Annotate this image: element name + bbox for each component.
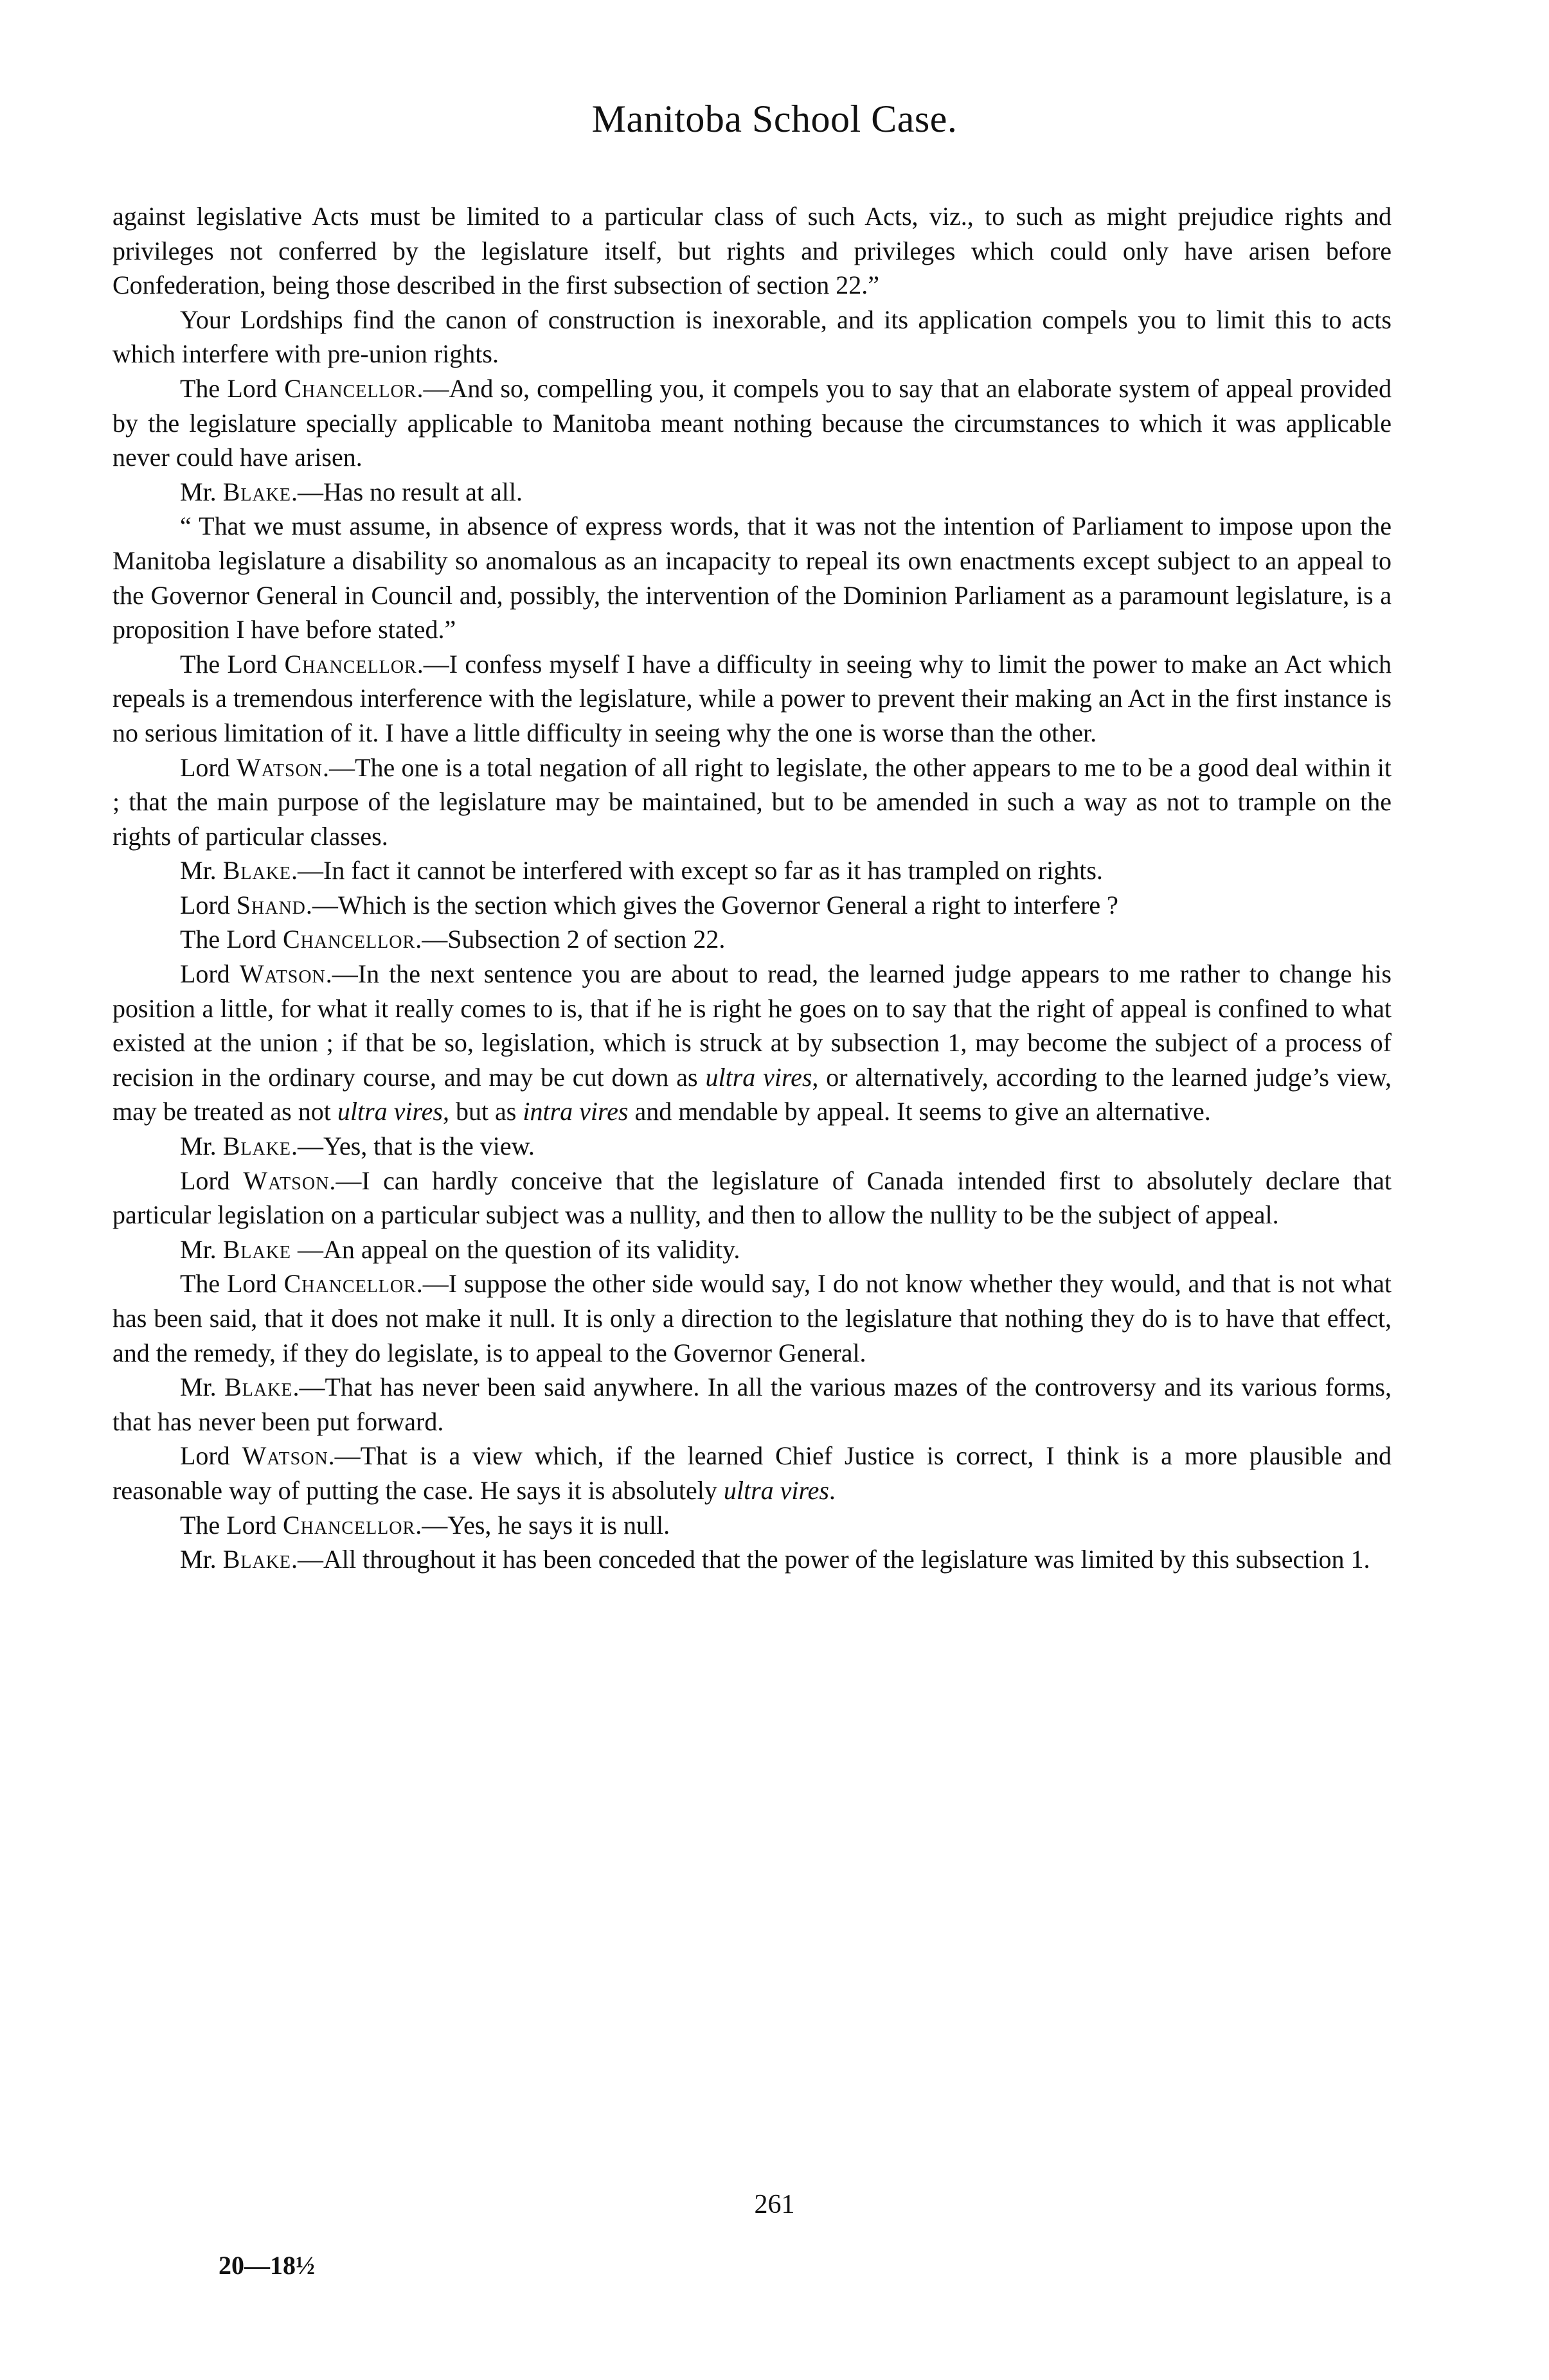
italic-phrase: ultra vires: [723, 1475, 829, 1505]
paragraph: [112, 1129, 1392, 1164]
text-run: The Lord: [180, 1510, 283, 1540]
body-text: [112, 199, 1392, 1577]
text-run: against legislative Acts must be limited to a particular class of such Acts, viz., to such as might prejudice rights and privileges not conferred by the legislature itself, but rights and privileges which could only have arisen before Confederation, being those described in the first subsection of section 22.”: [112, 202, 1392, 300]
text-run: Mr.: [180, 1372, 225, 1402]
paragraph: [112, 1542, 1392, 1577]
speaker-name: Watson: [242, 1441, 328, 1471]
text-run: The Lord: [180, 373, 285, 403]
speaker-name: Blake: [222, 1545, 292, 1574]
speaker-name: Watson: [243, 1166, 330, 1195]
page-number: 261: [754, 2190, 795, 2219]
speaker-name: Chancellor: [283, 1269, 416, 1299]
paragraph: [112, 475, 1392, 510]
text-run: Lord: [180, 959, 240, 989]
paragraph: [112, 1266, 1392, 1370]
text-run: and mendable by appeal. It seems to give an alternative.: [628, 1097, 1211, 1126]
text-run: .—Subsection 2 of section 22.: [415, 925, 726, 954]
text-run: , but as: [442, 1097, 523, 1126]
paragraph: [112, 509, 1392, 646]
paragraph: [112, 1232, 1392, 1267]
text-run: .—And so, compelling you, it compels you to say that an elaborate system of appeal provided by the legislature specially applicable to Manitoba meant nothing because the circumstances to which it was applicable never could have arisen.: [112, 373, 1392, 472]
text-run: Mr.: [180, 1132, 223, 1161]
paragraph: [112, 1370, 1392, 1439]
text-run: .—Yes, he says it is null.: [415, 1510, 670, 1540]
text-run: Mr.: [180, 1545, 223, 1574]
speaker-name: Chancellor: [282, 925, 416, 954]
italic-phrase: ultra vires: [705, 1062, 812, 1092]
text-run: Your Lordships find the canon of construction is inexorable, and its application compels you to limit this to acts which interfere with pre-union rights.: [112, 305, 1392, 369]
italic-phrase: ultra vires: [337, 1097, 443, 1126]
paragraph: [112, 371, 1392, 475]
speaker-name: Watson: [237, 752, 323, 782]
text-run: —An appeal on the question of its validity.: [291, 1234, 740, 1264]
text-run: Lord: [180, 890, 237, 919]
text-run: The Lord: [180, 1269, 284, 1299]
paragraph: [112, 888, 1392, 923]
text-run: “ That we must assume, in absence of express words, that it was not the intention of Parliament to impose upon the Manitoba legislature a disability so anomalous as an incapacity to repeal its own enactments except subject to an appeal to the Governor General in Council and, possibly, the intervention of the Dominion Parliament as a paramount legislature, is a proposition I have before stated.”: [112, 511, 1392, 644]
text-run: Mr.: [180, 1234, 223, 1264]
text-run: .—That has never been said anywhere. In all the various mazes of the controversy and its various forms, that has never been put forward.: [112, 1372, 1392, 1436]
speaker-name: Blake: [224, 1372, 293, 1402]
paragraph: [112, 1164, 1392, 1232]
paragraph: [112, 1508, 1392, 1543]
speaker-name: Chancellor: [284, 649, 417, 679]
text-run: Lord: [180, 752, 237, 782]
text-run: .—That is a view which, if the learned Chief Justice is correct, I think is a more plausible and reasonable way of putting the case. He says it is absolutely: [112, 1441, 1392, 1505]
text-run: The Lord: [180, 649, 285, 679]
text-run: .—In fact it cannot be interfered with except so far as it has trampled on rights.: [291, 856, 1103, 885]
text-run: .: [828, 1475, 836, 1505]
text-run: .—Has no result at all.: [291, 477, 523, 506]
paragraph: [112, 922, 1392, 957]
speaker-name: Chancellor: [284, 373, 417, 403]
text-run: .—Which is the section which gives the Governor General a right to interfere ?: [305, 890, 1118, 919]
text-run: Mr.: [180, 856, 223, 885]
speaker-name: Blake: [222, 477, 292, 506]
text-run: .—In the next sentence you are about to read, the learned judge appears to me rather to change his position a little, for what it really comes to is, that if he is right he goes on to say that the right of appeal is confined to what existed at the union ; if that be so, legislation, which is struck at by subsection 1, may become the subject of a process of recision in the ordinary course, and may be cut down as: [112, 959, 1392, 1092]
text-run: Lord: [180, 1441, 242, 1471]
paragraph: [112, 303, 1392, 371]
paragraph: [112, 647, 1392, 750]
paragraph: [112, 853, 1392, 888]
text-run: .—I suppose the other side would say, I do not know whether they would, and that is not what has been said, that it does not make it null. It is only a direction to the legislature that nothing they do is to have that effect, and the remedy, if they do legislate, is to appeal to the Governor General.: [112, 1269, 1392, 1367]
speaker-name: Watson: [239, 959, 326, 989]
signature-mark: 20—18½: [219, 2251, 315, 2280]
text-run: .—All throughout it has been conceded that the power of the legislature was limited by this subsection 1.: [291, 1545, 1370, 1574]
text-run: .—I can hardly conceive that the legislature of Canada intended first to absolutely declare that particular legislation on a particular subject was a nullity, and then to allow the nullity to be the subject of appeal.: [112, 1166, 1392, 1230]
text-run: Lord: [180, 1166, 244, 1195]
paragraph: [112, 957, 1392, 1129]
speaker-name: Shand: [236, 890, 306, 919]
paragraph: [112, 199, 1392, 303]
text-run: .—I confess myself I have a difficulty in seeing why to limit the power to make an Act which repeals is a tremendous interference with the legislature, while a power to prevent their making an Act in the first instance is no serious limitation of it. I have a little difficulty in seeing why the one is worse than the other.: [112, 649, 1392, 747]
running-head: Manitoba School Case.: [591, 98, 958, 140]
paragraph: [112, 1439, 1392, 1507]
paragraph: [112, 750, 1392, 854]
speaker-name: Blake: [222, 856, 292, 885]
text-run: , or alternatively, according to the learned judge’s view, may be treated as not: [112, 1062, 1392, 1126]
speaker-name: Blake: [222, 1132, 292, 1161]
text-run: Mr.: [180, 477, 223, 506]
text-run: The Lord: [180, 925, 283, 954]
text-run: .—Yes, that is the view.: [291, 1132, 535, 1161]
italic-phrase: intra vires: [523, 1097, 629, 1126]
speaker-name: Chancellor: [282, 1510, 416, 1540]
text-run: .—The one is a total negation of all right to legislate, the other appears to me to be a good deal within it ; that the main purpose of the legislature may be maintained, but to be amended in such a way as not to trample on the rights of particular classes.: [112, 752, 1392, 851]
speaker-name: Blake: [222, 1234, 292, 1264]
